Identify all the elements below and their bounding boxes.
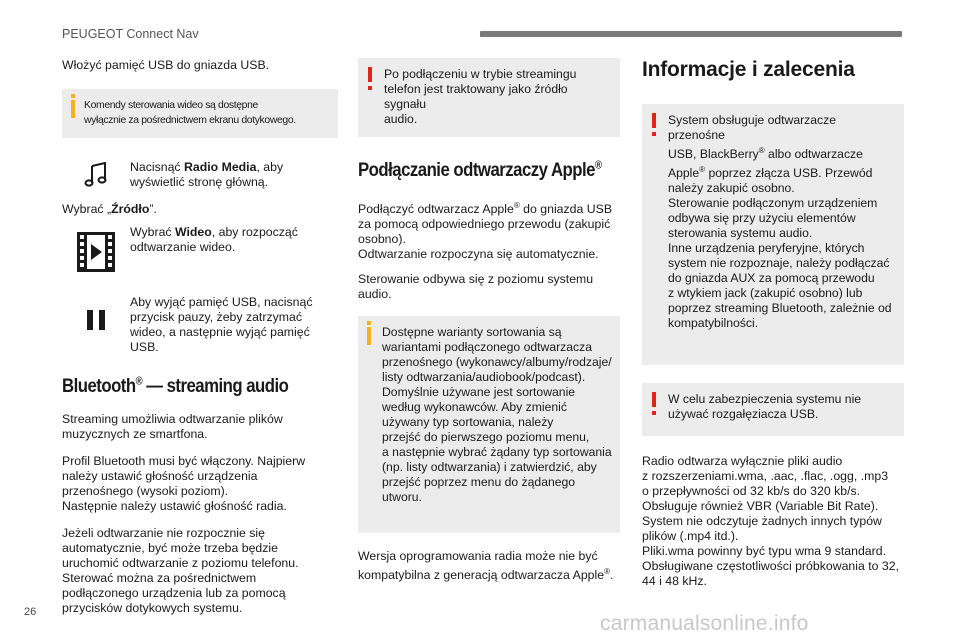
bluetooth-paragraph-2: Profil Bluetooth musi być włączony. Najpierw należy ustawić głośność urządzenia przenośnego (wysoki poziom). Następnie należy ustawić głośność radia.	[62, 454, 306, 513]
warning-icon	[368, 67, 372, 82]
step-video-text: Wybrać Wideo, aby rozpocząć odtwarzanie wideo.	[130, 225, 298, 254]
film-play-icon	[62, 225, 130, 273]
warning-icon	[652, 392, 656, 407]
video-info-note	[62, 89, 338, 138]
streaming-warning	[358, 58, 620, 137]
apple-paragraph-1: Podłączyć odtwarzacz Apple® do gniazda USB za pomocą odpowiedniego przewodu (zakupić osobno). Odtwarzanie rozpoczyna się automatycznie.	[358, 201, 613, 262]
select-source-text: Wybrać „Źródło”.	[62, 202, 157, 216]
page-number: 26	[24, 606, 37, 618]
apple-paragraph-3: Wersja oprogramowania radia może nie być kompatybilna z generacją odtwarzacza Apple®.	[358, 549, 614, 583]
bluetooth-paragraph-3: Jeżeli odtwarzanie nie rozpocznie się automatycznie, być może trzeba będzie uruchomić odtwarzanie z poziomu telefonu. Sterować można za pośrednictwem podłączonego urządzenia lub za pomocą przycisków dotykowych systemu.	[62, 526, 299, 615]
bluetooth-paragraph-1: Streaming umożliwia odtwarzanie plików muzycznych ze smartfona.	[62, 412, 283, 441]
radio-media-label: Radio Media	[184, 160, 257, 174]
info-icon	[71, 100, 75, 118]
usb-hub-warning-text: W celu zabezpieczenia systemu nie używać rozgałęziacza USB.	[668, 392, 862, 422]
watermark: carmanualsonline.info	[600, 612, 809, 635]
step-pause-text: Aby wyjąć pamięć USB, nacisnąć przycisk pauzy, żeby zatrzymać wideo, a następnie wyjąć pamięć USB.	[130, 295, 313, 354]
column-1	[62, 58, 338, 626]
info-heading: Informacje i zalecenia	[642, 58, 855, 81]
video-label: Wideo	[175, 225, 212, 239]
sorting-info-text: Dostępne warianty sortowania są wariantami podłączonego odtwarzacza przenośnego (wykonawcy/albumy/rodzaje/ listy odtwarzania/audiobook/podcast). Domyślnie używane jest sortowanie według wykonawców. Aby zmienić używany typ sortowania, należy przejść do pierwszego poziomu menu, a następnie wybrać żądany typ sortowania (np. listy odtwarzania) i zatwierdzić, aby przejść poprzez menu do żądanego utworu.	[382, 325, 612, 505]
pause-icon	[62, 295, 130, 331]
step-radio-media	[62, 160, 338, 190]
usb-hub-warning	[642, 383, 904, 436]
music-note-icon	[62, 160, 130, 188]
source-label: Źródło	[111, 202, 150, 216]
step-radio-media-text: Nacisnąć Radio Media, aby wyświetlić stronę główną.	[130, 160, 284, 189]
step-video	[62, 225, 338, 273]
devices-warning	[642, 104, 904, 365]
info-icon	[367, 327, 371, 345]
usb-intro: Włożyć pamięć USB do gniazda USB.	[62, 58, 270, 72]
formats-paragraph: Radio odtwarza wyłącznie pliki audio z rozszerzeniami.wma, .aac, .flac, .ogg, .mp3 o przepływności od 32 kb/s do 320 kb/s. Obsługuje również VBR (Variable Bit Rate). System nie odczytuje żadnych innych typów plików (.mp4 itd.). Pliki.wma powinny być typu wma 9 standard. Obsługiwane częstotliwości próbkowania to 32, 44 i 48 kHz.	[642, 454, 900, 589]
bluetooth-heading: Bluetooth® — streaming audio	[62, 375, 289, 397]
apple-heading: Podłączanie odtwarzaczy Apple®	[358, 159, 602, 181]
sorting-info	[358, 316, 620, 533]
column-3	[642, 58, 904, 599]
header-bar	[480, 31, 902, 37]
header-title: PEUGEOT Connect Nav	[62, 27, 199, 41]
video-info-text: Komendy sterowania wideo są dostępne wyłącznie za pośrednictwem ekranu dotykowego.	[84, 100, 296, 126]
streaming-warning-text: Po podłączeniu w trybie streamingu telefon jest traktowany jako źródło sygnału audio.	[384, 67, 577, 126]
warning-icon	[652, 113, 656, 128]
apple-paragraph-2: Sterowanie odbywa się z poziomu systemu audio.	[358, 272, 594, 302]
column-2	[358, 58, 620, 593]
devices-warning-text: System obsługuje odtwarzacze przenośne USB, BlackBerry® albo odtwarzacze Apple® poprzez złącza USB. Przewód należy zakupić osobno. Sterowanie podłączonym urządzeniem odbywa się przy użyciu elementów sterowania systemu audio. Inne urządzenia peryferyjne, których system nie rozpoznaje, należy podłączać do gniazda AUX za pomocą przewodu z wtykiem jack (zakupić osobno) lub poprzez streaming Bluetooth, zależnie od kompatybilności.	[668, 113, 892, 331]
step-pause	[62, 295, 338, 355]
